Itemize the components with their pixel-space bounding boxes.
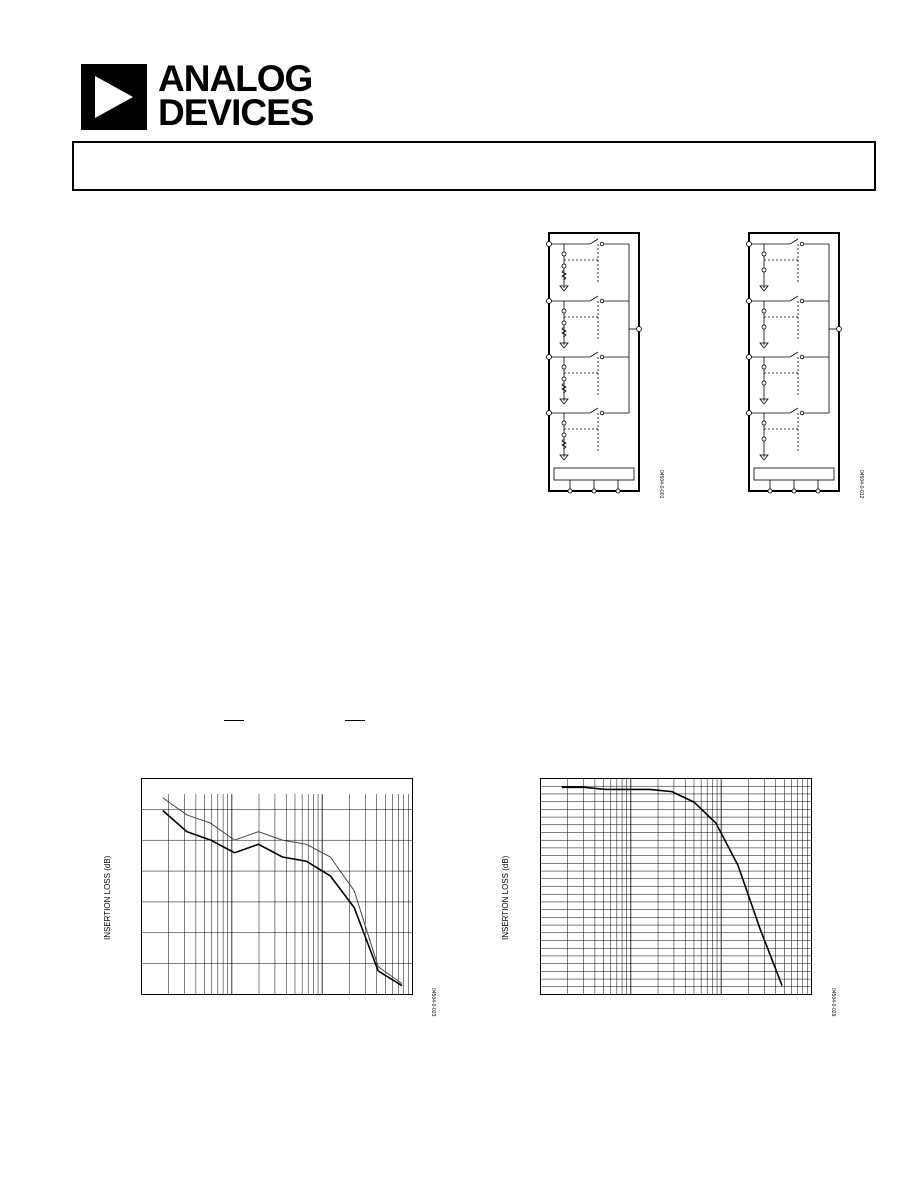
- logo-triangle-icon: [81, 64, 147, 130]
- channel-4: [747, 408, 830, 460]
- figure-code-right: 04504-0-012: [858, 470, 864, 499]
- channel-1: [747, 239, 830, 291]
- channel-2: [747, 296, 830, 348]
- chart-right-ylabel: INSERTION LOSS (dB): [501, 855, 510, 940]
- header-title-box: [72, 141, 876, 191]
- series-line: [163, 798, 402, 984]
- channel-2: [547, 296, 630, 348]
- analog-devices-logo-text: [158, 58, 314, 133]
- plot-frame: [142, 779, 413, 995]
- chart-left-ylabel: INSERTION LOSS (dB): [103, 855, 112, 940]
- channel-3: [547, 352, 630, 404]
- channel-1: [547, 239, 630, 291]
- overline-bar: [345, 720, 365, 721]
- analog-devices-logo-mark: [81, 64, 147, 130]
- chart-right-code: 04504-0-029: [830, 988, 836, 1017]
- overline-bar: [224, 720, 244, 721]
- logo-line-2: DEVICES: [158, 92, 314, 133]
- chart-left: [141, 778, 413, 995]
- chart-right: [540, 778, 812, 995]
- functional-block-diagram-left: [540, 228, 650, 498]
- channel-4: [547, 408, 630, 460]
- chart-left-code: 04504-0-023: [430, 988, 436, 1017]
- channel-3: [747, 352, 830, 404]
- figure-code-left: 04504-0-001: [658, 470, 664, 499]
- functional-block-diagram-right: [740, 228, 850, 498]
- series-line: [163, 811, 402, 986]
- logo-line-1: ANALOG: [158, 58, 313, 99]
